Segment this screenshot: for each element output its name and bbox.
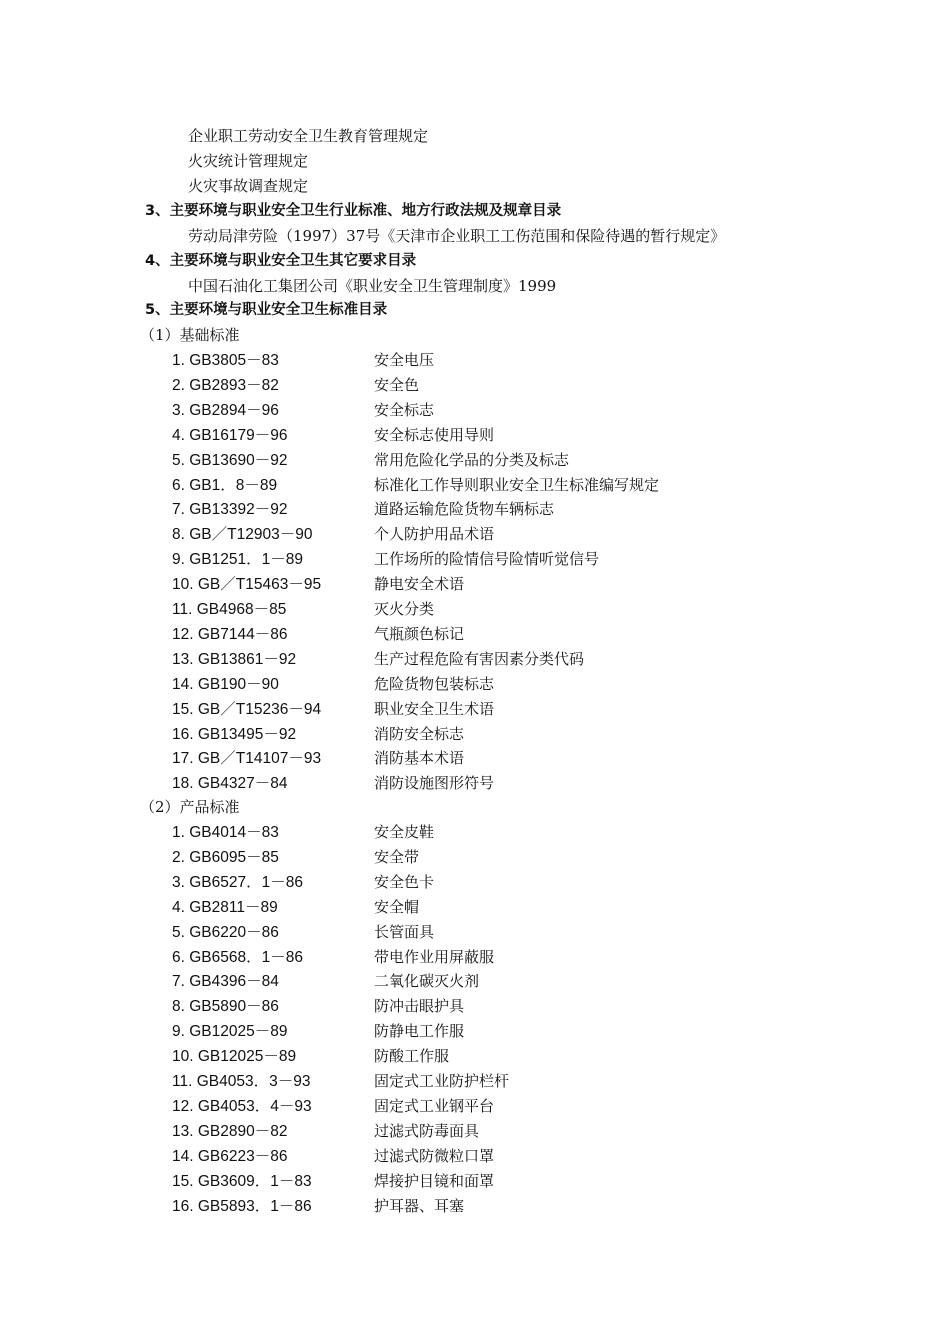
standard-name: 标准化工作导则职业安全卫生标准编写规定 <box>374 475 660 494</box>
standard-row <box>172 547 599 572</box>
standard-row <box>172 1019 464 1044</box>
standard-code: 5. GB13690－92 <box>172 451 288 469</box>
standard-name: 护耳器、耳塞 <box>374 1196 465 1215</box>
standard-name: 防冲击眼护具 <box>374 997 465 1016</box>
standard-name: 消防安全标志 <box>374 724 465 743</box>
standard-name: 带电作业用屏蔽服 <box>374 947 495 966</box>
standard-row <box>172 771 494 796</box>
standard-code: 8. GB／T12903－90 <box>172 526 313 544</box>
standard-row <box>172 820 434 845</box>
standard-name: 二氧化碳灭火剂 <box>374 972 480 991</box>
standard-row <box>172 473 659 498</box>
standard-name: 常用危险化学品的分类及标志 <box>374 450 570 469</box>
standard-name: 安全标志使用导则 <box>374 425 495 444</box>
section-item: 中国石油化工集团公司《职业安全卫生管理制度》1999 <box>188 277 557 295</box>
standard-name: 安全色卡 <box>374 872 435 891</box>
standard-name: 安全标志 <box>374 400 435 419</box>
standard-row <box>172 969 479 994</box>
standard-name: 长管面具 <box>374 922 435 941</box>
standard-name: 职业安全卫生术语 <box>374 699 495 718</box>
standard-code: 2. GB6095－85 <box>172 848 279 866</box>
standard-row <box>172 870 434 895</box>
standard-code: 11. GB4053．3－93 <box>172 1073 311 1090</box>
standard-row <box>172 945 494 970</box>
standard-code: 7. GB13392－92 <box>172 501 288 519</box>
standard-name: 焊接护目镜和面罩 <box>374 1171 495 1190</box>
standard-code: 3. GB6527．1－86 <box>172 873 303 891</box>
standard-code: 4. GB16179－96 <box>172 426 288 444</box>
standard-name: 气瓶颜色标记 <box>374 624 465 643</box>
standard-row <box>172 448 569 473</box>
section-heading: 4、主要环境与职业安全卫生其它要求目录 <box>145 253 417 269</box>
standard-row <box>172 1194 464 1219</box>
standard-code: 5. GB6220－86 <box>172 923 279 941</box>
intro-line: 火灾统计管理规定 <box>188 152 309 170</box>
standard-row <box>172 1044 449 1069</box>
standard-name: 过滤式防毒面具 <box>374 1121 480 1140</box>
standard-name: 安全电压 <box>374 351 435 369</box>
standard-code: 6. GB1．8－89 <box>172 476 278 494</box>
standard-code: 18. GB4327－84 <box>172 775 288 793</box>
standard-code: 1. GB3805－83 <box>172 352 279 369</box>
standard-row <box>172 647 584 672</box>
standard-name: 过滤式防微粒口罩 <box>374 1146 495 1165</box>
standard-code: 16. GB5893．1－86 <box>172 1197 312 1215</box>
standard-code: 2. GB2893－82 <box>172 376 279 394</box>
standard-code: 10. GB／T15463－95 <box>172 576 322 594</box>
standard-code: 1. GB4014－83 <box>172 824 279 841</box>
standard-row <box>172 1094 494 1119</box>
standard-code: 14. GB190－90 <box>172 675 279 693</box>
standard-row <box>172 920 434 945</box>
section-heading: 3、主要环境与职业安全卫生行业标准、地方行政法规及规章目录 <box>145 203 562 219</box>
standard-row <box>172 1119 479 1144</box>
standard-row <box>172 622 464 647</box>
intro-line: 企业职工劳动安全卫生教育管理规定 <box>188 127 429 145</box>
standard-code: 11. GB4968－85 <box>172 601 287 618</box>
standard-row <box>172 348 434 373</box>
standard-row <box>172 895 419 920</box>
standard-name: 防静电工作服 <box>374 1022 465 1041</box>
standard-code: 7. GB4396－84 <box>172 973 279 991</box>
standard-code: 13. GB2890－82 <box>172 1122 288 1140</box>
standard-name: 个人防护用品术语 <box>374 525 495 544</box>
standard-name: 安全帽 <box>374 897 420 916</box>
subsection-title: （2）产品标准 <box>140 798 240 816</box>
standard-row <box>172 373 419 398</box>
standard-name: 固定式工业防护栏杆 <box>374 1072 510 1090</box>
standard-name: 静电安全术语 <box>374 575 465 594</box>
subsection-title: （1）基础标准 <box>140 326 240 344</box>
section-item: 劳动局津劳险（1997）37号《天津市企业职工工伤范围和保险待遇的暂行规定》 <box>188 227 726 245</box>
standard-code: 8. GB5890－86 <box>172 998 279 1016</box>
standard-code: 9. GB12025－89 <box>172 1023 288 1041</box>
standard-code: 10. GB12025－89 <box>172 1048 297 1066</box>
standard-name: 消防基本术语 <box>374 749 465 768</box>
standard-row <box>172 1169 494 1194</box>
standard-name: 道路运输危险货物车辆标志 <box>374 500 555 519</box>
standard-name: 灭火分类 <box>374 600 435 618</box>
standard-row <box>172 497 554 522</box>
standard-name: 消防设施图形符号 <box>374 774 495 793</box>
standard-row <box>172 1144 494 1169</box>
standard-row <box>172 597 434 622</box>
standard-name: 生产过程危险有害因素分类代码 <box>374 649 585 668</box>
standard-code: 15. GB3609．1－83 <box>172 1172 312 1190</box>
intro-line: 火灾事故调查规定 <box>188 177 309 195</box>
standard-name: 安全色 <box>374 375 420 394</box>
standard-row <box>172 994 464 1019</box>
standard-row <box>172 672 494 697</box>
standard-name: 危险货物包装标志 <box>374 674 495 693</box>
standard-row <box>172 845 419 870</box>
standard-code: 12. GB4053．4－93 <box>172 1097 312 1115</box>
standard-name: 安全带 <box>374 847 420 866</box>
standard-code: 4. GB2811－89 <box>172 898 278 916</box>
standard-row <box>172 1069 509 1094</box>
standard-name: 工作场所的险情信号险情听觉信号 <box>374 550 600 569</box>
standard-row <box>172 722 464 747</box>
standard-name: 安全皮鞋 <box>374 823 435 841</box>
standard-name: 固定式工业钢平台 <box>374 1096 495 1115</box>
standard-code: 14. GB6223－86 <box>172 1147 288 1165</box>
standard-row <box>172 522 494 547</box>
standard-code: 15. GB／T15236－94 <box>172 700 322 718</box>
standard-code: 3. GB2894－96 <box>172 401 279 419</box>
standard-code: 16. GB13495－92 <box>172 725 297 743</box>
standard-row <box>172 398 434 423</box>
section-heading: 5、主要环境与职业安全卫生标准目录 <box>145 302 388 318</box>
standard-row <box>172 572 464 597</box>
standard-name: 防酸工作服 <box>374 1047 450 1066</box>
standard-code: 9. GB1251．1－89 <box>172 551 303 569</box>
standard-code: 12. GB7144－86 <box>172 625 288 643</box>
standard-code: 6. GB6568．1－86 <box>172 948 303 966</box>
standard-code: 17. GB／T14107－93 <box>172 750 322 768</box>
standard-row <box>172 697 494 722</box>
standard-code: 13. GB13861－92 <box>172 650 297 668</box>
standard-row <box>172 746 464 771</box>
standard-row <box>172 423 494 448</box>
